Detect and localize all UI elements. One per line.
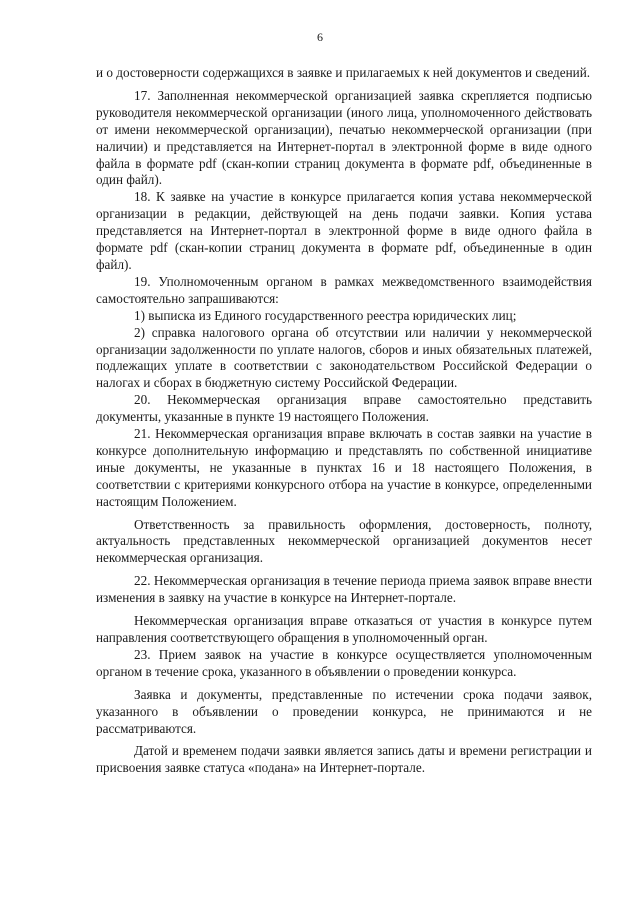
paragraph: 19. Уполномоченным органом в рамках межведомственного взаимодействия самостоятельно запрашиваются: (96, 273, 592, 306)
paragraph: и о достоверности содержащихся в заявке и прилагаемых к ней документов и сведений. (96, 65, 591, 80)
document-body (96, 65, 592, 777)
paragraph: Датой и временем подачи заявки является запись даты и времени регистрации и присвоения заявке статуса «подана» на Интернет-портале. (96, 743, 592, 776)
paragraph: 20. Некоммерческая организация вправе самостоятельно представить документы, указанные в пункте 19 настоящего Положения. (96, 392, 592, 425)
paragraph: Ответственность за правильность оформления, достоверность, полноту, актуальность представленных некоммерческой организацией документов несет некоммерческая организация. (96, 516, 592, 566)
paragraph: 23. Прием заявок на участие в конкурсе осуществляется уполномоченным органом в течение срока, указанного в объявлении о проведении конкурса. (96, 646, 592, 679)
paragraph: Заявка и документы, представленные по истечении срока подачи заявок, указанного в объявлении о проведении конкурса, не принимаются и не рассматриваются. (96, 686, 592, 736)
paragraph: 21. Некоммерческая организация вправе включать в состав заявки на участие в конкурсе дополнительную информацию и представлять по собственной инициативе иные документы, не указанные в пунктах 16 и 18 настоящего Положения, в соответствии с критериями конкурсного отбора на участие в конкурсе, определенными настоящим Положением. (96, 426, 592, 509)
paragraph: 18. К заявке на участие в конкурсе прилагается копия устава некоммерческой организации в редакции, действующей на день подачи заявки. Копия устава представляется на Интернет-портал в электронной форме в виде одного файла в формате pdf (скан-копии страниц документа в формате pdf, объединенные в один файл). (96, 189, 592, 272)
page-number: 6 (317, 30, 323, 44)
paragraph: 2) справка налогового органа об отсутствии или наличии у некоммерческой организации задолженности по уплате налогов, сборов и иных обязательных платежей, подлежащих уплате в соответствии с законодательством Российской Федерации о налогах и сборах в бюджетную систему Российской Федерации. (96, 324, 592, 391)
paragraph: Некоммерческая организация вправе отказаться от участия в конкурсе путем направления соответствующего обращения в уполномоченный орган. (96, 613, 592, 645)
paragraph: 17. Заполненная некоммерческой организацией заявка скрепляется подписью руководителя некоммерческой организации (иного лица, уполномоченного действовать от имени некоммерческой организации), печатью некоммерческой организации (при наличии) и представляется на Интернет-портал в электронной форме в виде одного файла в формате pdf (скан-копии страниц документа в формате pdf, объединенные в один файл). (96, 87, 592, 188)
paragraph: 1) выписка из Единого государственного реестра юридических лиц; (134, 307, 517, 323)
paragraph: 22. Некоммерческая организация в течение периода приема заявок вправе внести изменения в заявку на участие в конкурсе на Интернет-портале. (96, 573, 592, 606)
